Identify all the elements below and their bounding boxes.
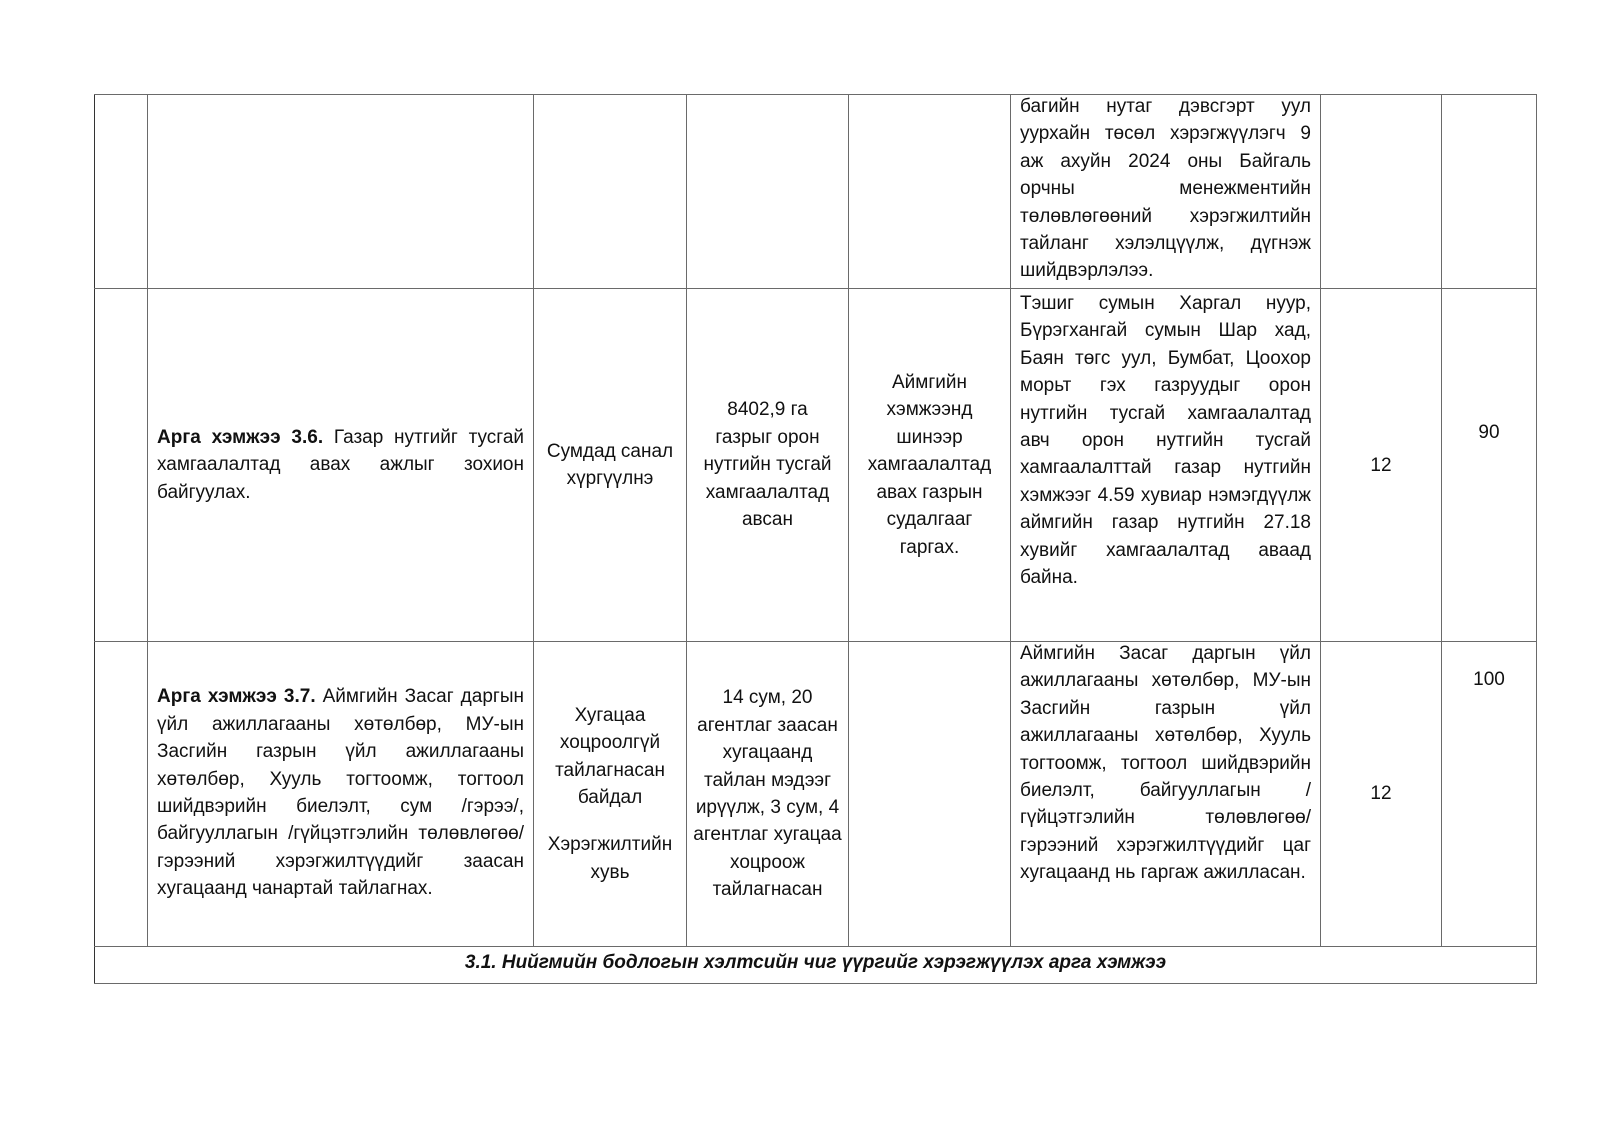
measure-cell bbox=[148, 289, 534, 642]
section-heading-row bbox=[95, 947, 1537, 984]
table-row bbox=[95, 642, 1537, 947]
indicator-cell bbox=[687, 642, 849, 947]
result-text: Тэшиг сумын Харгал нуур, Бүрэгхангай сумын Шар хад, Баян төгс уул, Бумбат, Цоохор морьт гэх газруудыг орон нутгийн тусгай хамгаалалтад авч орон нутгийн тусгай хамгаалалттай газар нутгийн хэмжээг 4.59 хувиар нэмэгдүүлж аймгийн газар нутгийн 27.18 хувийг хамгаалалтад аваад байна. bbox=[1020, 293, 1311, 589]
section-heading: 3.1. Нийгмийн бодлогын хэлтсийн чиг үүргийг хэрэгжүүлэх арга хэмжээ bbox=[464, 952, 1167, 974]
action-cell bbox=[534, 95, 687, 289]
section-heading-cell bbox=[95, 947, 1537, 984]
action-extra-text: Хэрэгжилтийн хувь bbox=[547, 834, 673, 883]
months-cell bbox=[1321, 642, 1442, 947]
measure-cell bbox=[148, 642, 534, 947]
action-cell bbox=[534, 289, 687, 642]
indicator-text: 14 сум, 20 агентлаг заасан хугацаанд тайлан мэдээг ирүүлж, 3 сум, 4 агентлаг хугацаа хоцроож тайлагнасан bbox=[693, 687, 842, 901]
result-text: багийн нутаг дэвсгэрт уул уурхайн төсөл хэрэгжүүлэгч 9 аж ахуйн 2024 оны Байгаль орчны менежментийн төлөвлөгөөний хэрэгжилтийн тайланг хэлэлцүүлж, дүгнэж шийдвэрлэлээ. bbox=[1020, 96, 1311, 282]
target-cell bbox=[849, 642, 1011, 947]
table-row bbox=[95, 289, 1537, 642]
measure-cell bbox=[148, 95, 534, 289]
action-cell bbox=[534, 642, 687, 947]
target-cell bbox=[849, 289, 1011, 642]
percent-cell bbox=[1442, 95, 1537, 289]
percent-value: 100 bbox=[1473, 669, 1505, 690]
indicator-text: 8402,9 га газрыг орон нутгийн тусгай хамгаалалтад авсан bbox=[703, 399, 832, 531]
measure-text bbox=[148, 424, 533, 506]
target-text: Аймгийн хэмжээнд шинээр хамгаалалтад авах газрын судалгааг гаргах. bbox=[867, 372, 992, 558]
measure-label: Арга хэмжээ 3.7. bbox=[157, 686, 316, 708]
months-cell bbox=[1321, 95, 1442, 289]
indicator-cell bbox=[687, 289, 849, 642]
months-value: 12 bbox=[1370, 454, 1392, 476]
result-text: Аймгийн Засаг даргын үйл ажиллагааны хөтөлбөр, МУ-ын Засгийн газрын үйл ажиллагааны хөтөлбөр, Хууль тогтоомж, тогтоол шийдвэрийн биелэлт, байгууллагын /гүйцэтгэлийн төлөвлөгөө/ гэрээний хэрэгжилтүүдийг цаг хугацаанд нь гаргаж ажилласан. bbox=[1020, 643, 1311, 884]
result-cell bbox=[1011, 95, 1321, 289]
number-cell bbox=[95, 289, 148, 642]
number-cell bbox=[95, 95, 148, 289]
result-cell bbox=[1011, 289, 1321, 642]
percent-value: 90 bbox=[1478, 422, 1500, 443]
percent-cell bbox=[1442, 642, 1537, 947]
result-cell bbox=[1011, 642, 1321, 947]
action-text: Хугацаа хоцроолгүй тайлагнасан байдал bbox=[555, 704, 665, 808]
table-row bbox=[95, 95, 1537, 289]
months-cell bbox=[1321, 289, 1442, 642]
target-cell bbox=[849, 95, 1011, 289]
measure-text bbox=[148, 683, 533, 902]
measure-label: Арга хэмжээ 3.6. bbox=[157, 426, 324, 448]
months-value: 12 bbox=[1370, 783, 1392, 805]
action-plan-table bbox=[94, 94, 1537, 984]
number-cell bbox=[95, 642, 148, 947]
measure-description: Аймгийн Засаг даргын үйл ажиллагааны хөтөлбөр, МУ-ын Засгийн газрын үйл ажиллагааны хөтөлбөр, Хууль тогтоомж, тогтоол шийдвэрийн биелэлт, сум /гэрээ/, байгууллагын /гүйцэтгэлийн төлөвлөгөө/ гэрээний хэрэгжилтүүдийг заасан хугацаанд чанартай тайлагнах. bbox=[157, 686, 524, 900]
action-text: Сумдад санал хүргүүлнэ bbox=[546, 440, 674, 489]
measure-description: Газар нутгийг тусгай хамгаалалтад авах ажлыг зохион байгуулах. bbox=[157, 426, 524, 503]
indicator-cell bbox=[687, 95, 849, 289]
percent-cell bbox=[1442, 289, 1537, 642]
